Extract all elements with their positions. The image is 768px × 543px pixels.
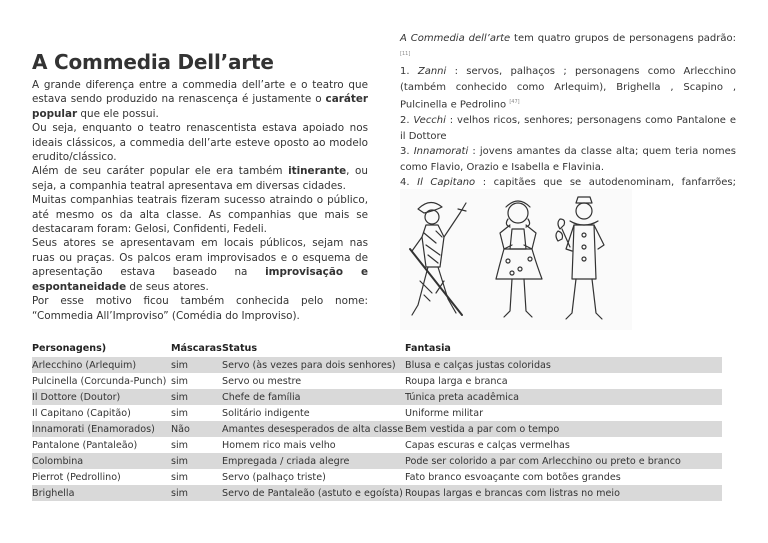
column-header: Fantasia (405, 343, 451, 354)
table-cell: Pierrot (Pedrollino) (32, 471, 121, 483)
text: 2. (400, 115, 414, 127)
column-header: Máscaras (171, 343, 222, 354)
table-cell: sim (171, 389, 222, 405)
reference-link[interactable]: [47] (509, 99, 520, 106)
groups-intro (400, 31, 736, 64)
text: : jovens amantes da classe alta; quem teria nomes como Flavio, Orazio e Isabella e Flavinia. (400, 146, 736, 173)
characters-drawing (400, 189, 632, 330)
table-cell: Roupa larga e branca (405, 375, 508, 387)
colombina-figure (496, 201, 542, 317)
table-cell: Amantes desesperados de alta classe (222, 421, 405, 437)
table-cell: sim (171, 439, 189, 451)
table-cell: Blusa e calças justas coloridas (405, 357, 722, 373)
group-name: Vecchi (413, 115, 446, 127)
characters-illustration (400, 189, 632, 330)
table-cell: Servo ou mestre (222, 375, 302, 387)
arlecchino-figure (410, 202, 466, 315)
text: 4. (400, 177, 418, 189)
text: : servos, palhaços ; personagens como Arlecchino (também conhecido como Arlequim), Brighella , Scapino , Pulcinella e Pedrolino (400, 66, 736, 111)
emphasis: caráter popular (32, 93, 368, 120)
column-header: Personagens) (32, 343, 107, 354)
text: 1. (400, 66, 418, 78)
text: que ele possui. (77, 107, 159, 120)
table-cell: Servo (palhaço triste) (222, 471, 326, 483)
table-cell: Il Dottore (Doutor) (32, 389, 171, 405)
paragraph-companies: Muitas companhias teatrais fizeram sucesso atraindo o público, até mesmo os da alta classe. As companhias que mais se destacaram foram: Gelosi, Confidenti, Fedeli. (32, 194, 368, 236)
table-cell: Pulcinella (Corcunda-Punch) (32, 375, 167, 387)
table-cell: Arlecchino (Arlequim) (32, 357, 171, 373)
text: Seus atores se apresentavam em locais públicos, sejam nas ruas ou praças. Os palcos eram improvisados e o esquema de apresentação estava baseado na (32, 237, 368, 279)
table-cell: Solitário indigente (222, 407, 310, 419)
table-row (32, 389, 722, 405)
table-row (32, 469, 722, 485)
page-title: A Commedia Dell’arte (32, 50, 274, 74)
paragraph-nickname: Por esse motivo ficou também conhecida pelo nome: “Commedia All’Improviso” (Comédia do Improviso). (32, 295, 368, 322)
text: de seus atores. (126, 280, 209, 293)
table-row (32, 373, 722, 389)
table-cell: Colombina (32, 453, 171, 469)
table-cell: sim (171, 407, 189, 419)
text: Além de seu caráter popular ele era também (32, 165, 289, 178)
pierrot-figure (556, 197, 604, 319)
characters-table (32, 340, 722, 501)
text: A grande diferença entre a commedia dell’arte e o teatro que estava sendo produzido na renascença é justamente o (32, 79, 368, 106)
table-row (32, 405, 722, 421)
text: : velhos ricos, senhores; personagens como Pantalone e il Dottore (400, 115, 736, 142)
table-cell: Innamorati (Enamorados) (32, 421, 171, 437)
group-innamorati (400, 144, 736, 175)
text: 3. (400, 146, 414, 158)
table-cell: Homem rico mais velho (222, 439, 336, 451)
table-cell: Roupas largas e brancas com listras no meio (405, 485, 722, 501)
emphasis: itinerante (288, 165, 347, 178)
table-cell: Brighella (32, 485, 171, 501)
emphasis: improvisação e espontaneidade (32, 266, 368, 293)
table-cell: Il Capitano (Capitão) (32, 407, 131, 419)
table-cell: sim (171, 453, 222, 469)
group-name: Innamorati (413, 146, 469, 158)
table-cell: Empregada / criada alegre (222, 453, 405, 469)
character-groups (400, 31, 736, 206)
table-cell: sim (171, 357, 222, 373)
table-cell: Uniforme militar (405, 407, 484, 419)
table-cell: Servo de Pantaleão (astuto e egoísta) (222, 485, 405, 501)
table-row (32, 437, 722, 453)
table-cell: Capas escuras e calças vermelhas (405, 439, 570, 451)
group-name: Il Capitano (417, 177, 476, 189)
table-header-row (32, 340, 722, 357)
column-header: Status (222, 343, 258, 354)
paragraph-popular (32, 78, 368, 121)
table-cell: sim (171, 375, 189, 387)
table-row (32, 357, 722, 373)
table-cell: Bem vestida a par com o tempo (405, 421, 722, 437)
table-cell: sim (171, 485, 222, 501)
table-cell: Fato branco esvoaçante com botões grandes (405, 471, 621, 483)
group-zanni (400, 64, 736, 113)
table-cell: Túnica preta acadêmica (405, 389, 722, 405)
paragraph-improvisation (32, 236, 368, 294)
table-row (32, 453, 722, 469)
text: , ou seja, a companhia teatral apresentava em diversas cidades. (32, 165, 368, 192)
group-name: Zanni (417, 66, 447, 78)
table-cell: Pantalone (Pantaleão) (32, 439, 138, 451)
group-vecchi (400, 113, 736, 144)
paragraph-erudite: Ou seja, enquanto o teatro renascentista estava apoiado nos ideais clássicos, a commedia dell’arte esteve oposto ao modelo erudito/clássico. (32, 122, 368, 164)
table-row (32, 485, 722, 501)
text: tem quatro grupos de personagens padrão: (510, 33, 736, 44)
text: : capitães que se autodenominam, fanfarrões; (482, 177, 736, 189)
table-cell: sim (171, 471, 189, 483)
paragraph-itinerant (32, 164, 368, 193)
text: A Commedia dell’arte (400, 33, 511, 44)
table-row (32, 421, 722, 437)
table-cell: Servo (às vezes para dois senhores) (222, 357, 405, 373)
reference-link[interactable]: [11] (400, 50, 411, 57)
table-cell: Não (171, 421, 222, 437)
table-cell: Chefe de família (222, 389, 405, 405)
intro-column (32, 50, 368, 323)
table-cell: Pode ser colorido a par com Arlecchino ou preto e branco (405, 453, 722, 469)
